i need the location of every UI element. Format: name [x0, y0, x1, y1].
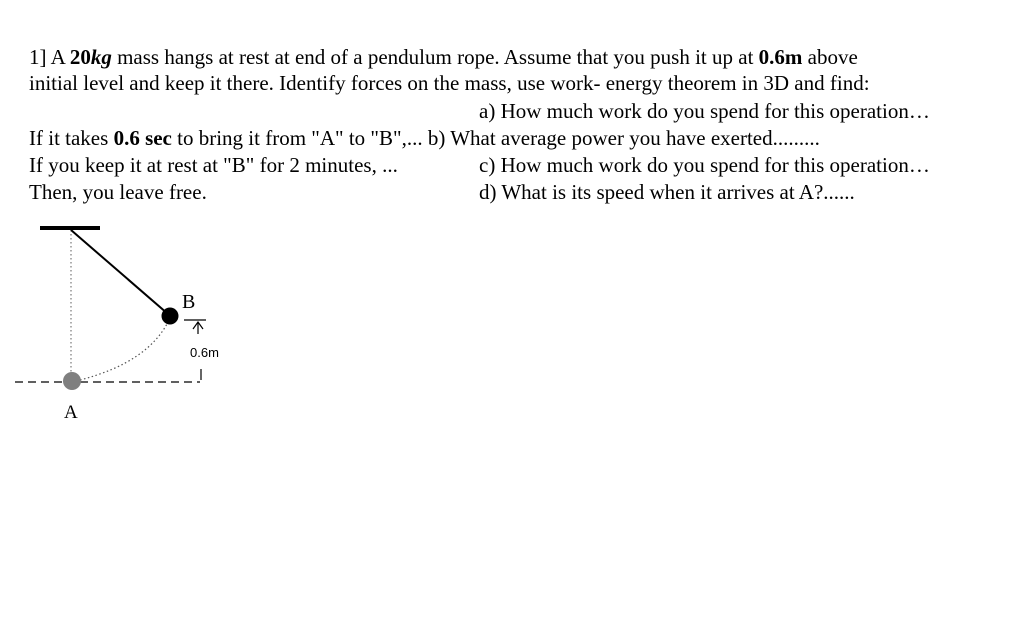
label-a: A [64, 402, 78, 423]
problem-line-2: initial level and keep it there. Identify forces on the mass, use work- energy theorem in 3D and find: [29, 71, 870, 95]
label-b: B [182, 291, 196, 313]
problem-line-6: Then, you leave free. [29, 180, 207, 204]
mass-at-b [162, 308, 179, 325]
question-a: a) How much work do you spend for this operation… [479, 99, 930, 123]
mass-value: 20 [69, 45, 91, 69]
height-label: 0.6m [190, 345, 219, 360]
height-value: 0.6m [758, 45, 803, 69]
problem-line-5: If you keep it at rest at "B" for 2 minutes, ... [29, 153, 398, 177]
problem-line-4: If it takes 0.6 sec to bring it from "A" to "B",... b) What average power you have exerted......... [29, 126, 820, 150]
time-value: 0.6 sec [113, 126, 172, 150]
question-d: d) What is its speed when it arrives at A?...... [479, 180, 855, 204]
question-b: b) What average power you have exerted......... [427, 126, 820, 150]
mass-at-a [63, 372, 81, 390]
pendulum-rope [71, 230, 168, 314]
question-c: c) How much work do you spend for this operation… [479, 153, 930, 177]
problem-line-1: 1] A 20kg mass hangs at rest at end of a pendulum rope. Assume that you push it up at 0.6m above [29, 45, 858, 69]
swing-arc [80, 318, 170, 380]
mass-unit: kg [90, 45, 112, 69]
